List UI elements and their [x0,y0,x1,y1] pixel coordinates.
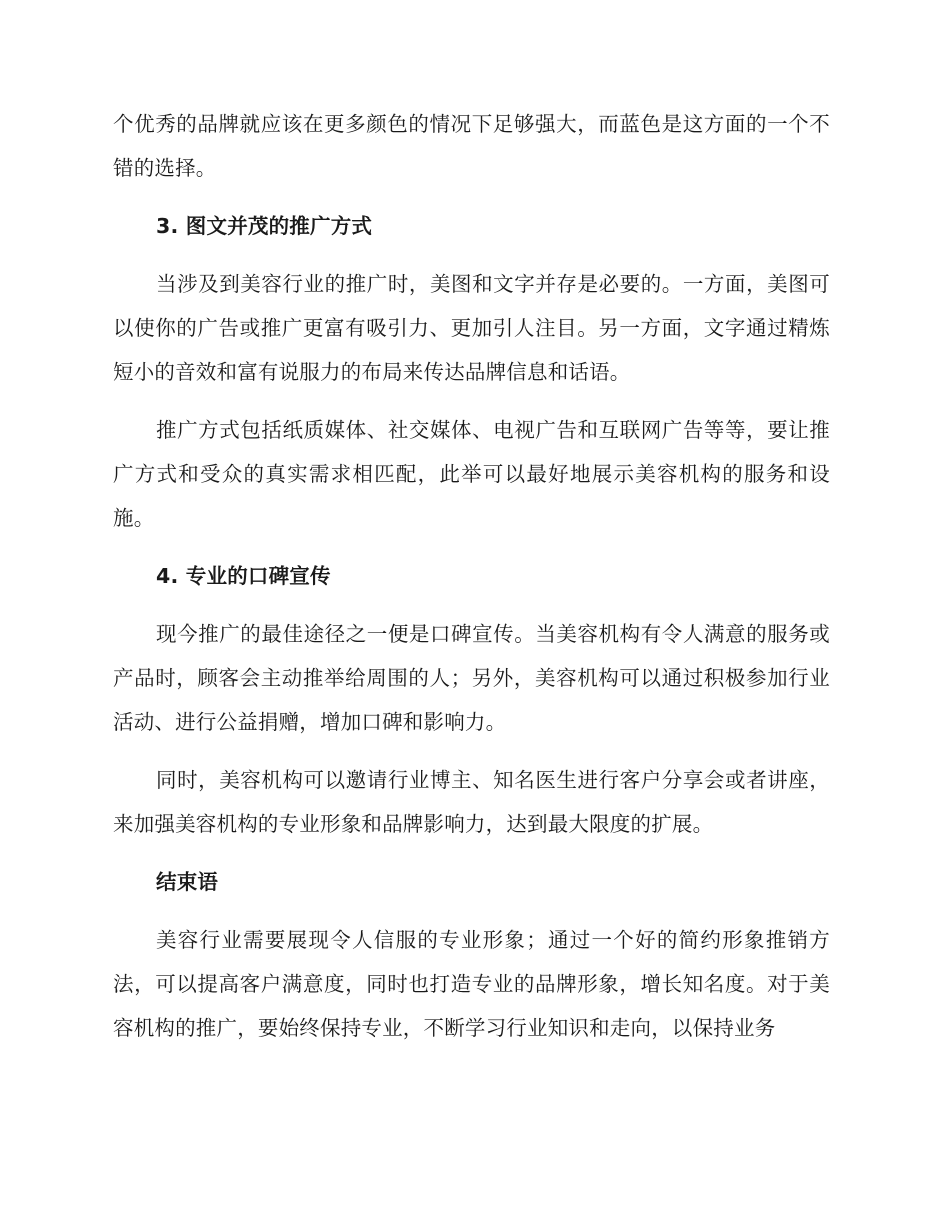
paragraph-blue-color-conclusion: 个优秀的品牌就应该在更多颜色的情况下足够强大，而蓝色是这方面的一个不错的选择。 [113,112,830,180]
paragraph-bloggers-and-doctors: 同时，美容机构可以邀请行业博主、知名医生进行客户分享会或者讲座，来加强美容机构的专业形象和品牌影响力，达到最大限度的扩展。 [113,768,830,836]
paragraph-promotion-channels: 推广方式包括纸质媒体、社交媒体、电视广告和互联网广告等等，要让推广方式和受众的真实需求相匹配，此举可以最好地展示美容机构的服务和设施。 [113,418,830,530]
section-heading-image-text-promotion: 3. 图文并茂的推广方式 [156,214,373,238]
paragraph-word-of-mouth: 现今推广的最佳途径之一便是口碑宣传。当美容机构有令人满意的服务或产品时，顾客会主动推举给周围的人；另外，美容机构可以通过积极参加行业活动、进行公益捐赠，增加口碑和影响力。 [113,622,830,734]
section-heading-conclusion: 结束语 [156,870,219,894]
paragraph-conclusion: 美容行业需要展现令人信服的专业形象；通过一个好的简约形象推销方法，可以提高客户满意度，同时也打造专业的品牌形象，增长知名度。对于美容机构的推广，要始终保持专业，不断学习行业知识和走向，以保持业务 [113,928,830,1040]
section-heading-word-of-mouth: 4. 专业的口碑宣传 [156,564,331,588]
paragraph-image-and-text: 当涉及到美容行业的推广时，美图和文字并存是必要的。一方面，美图可以使你的广告或推广更富有吸引力、更加引人注目。另一方面，文字通过精炼短小的音效和富有说服力的布局来传达品牌信息和话语。 [113,272,830,384]
